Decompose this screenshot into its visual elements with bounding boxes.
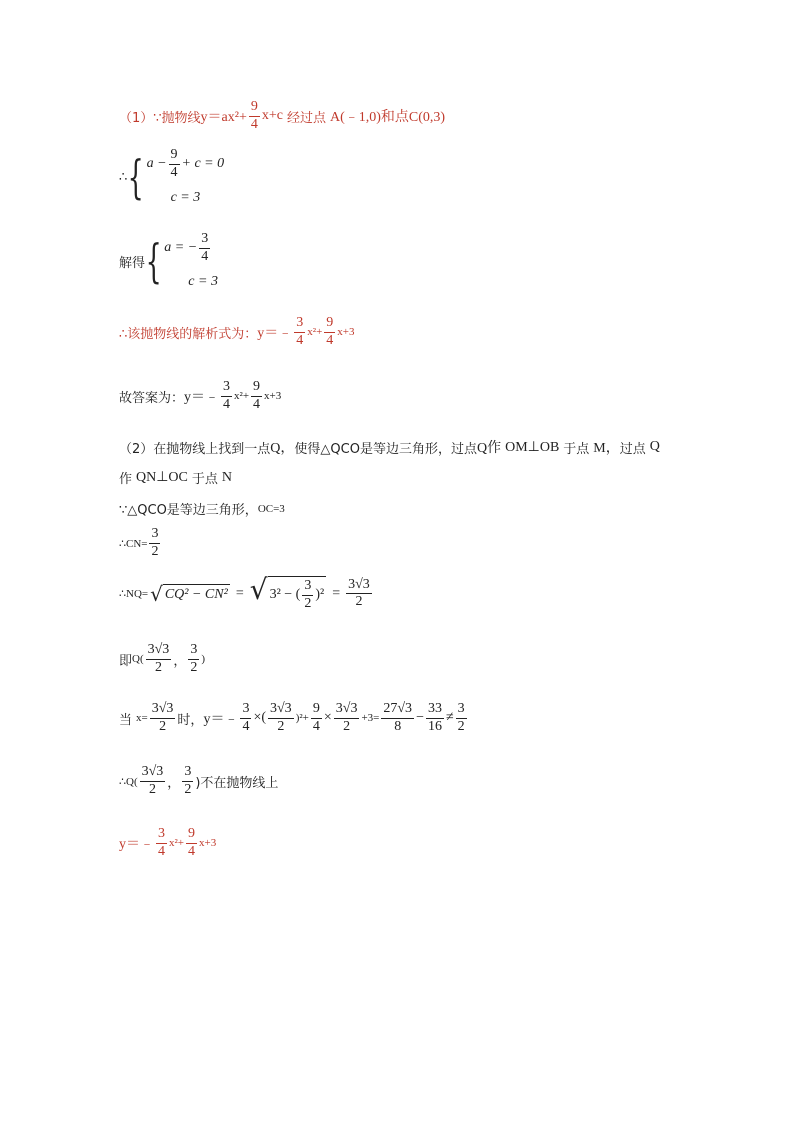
text: y＝﹣ bbox=[203, 712, 239, 728]
expr-pre: y＝﹣ bbox=[119, 837, 154, 853]
system-row-2: c = 3 bbox=[188, 274, 218, 290]
answer-expression bbox=[119, 380, 281, 412]
part1-points: A(﹣1,0)和点C(0,3) bbox=[329, 110, 446, 126]
text: QN⊥OC bbox=[136, 470, 188, 485]
fraction: $\frac{3}{4}$ bbox=[158, 826, 165, 859]
text: +3= bbox=[361, 712, 380, 725]
fraction: $\frac{9}{4}$ bbox=[250, 99, 258, 132]
expr-pre: y＝﹣ bbox=[257, 326, 293, 342]
text: 过点 bbox=[619, 441, 646, 457]
fraction: $\frac{9}{4}$ bbox=[188, 826, 196, 859]
text: M， bbox=[593, 441, 620, 456]
text: Q， bbox=[270, 441, 295, 456]
expr-post: x+3 bbox=[199, 837, 217, 850]
text: OM⊥OB bbox=[505, 439, 560, 455]
text: 当 bbox=[119, 712, 133, 728]
text: )²+ bbox=[295, 712, 309, 725]
result-label: ∴该抛物线的解析式为： bbox=[119, 326, 258, 342]
expr-mid: x²+ bbox=[234, 390, 250, 403]
fraction: $\frac{27√3}{8}$ bbox=[383, 701, 413, 734]
system-row-2: c = 3 bbox=[170, 190, 201, 206]
therefore-symbol: ∴ bbox=[119, 169, 128, 185]
text: = bbox=[332, 585, 341, 601]
cn-value bbox=[119, 527, 162, 559]
q-not-on-parabola bbox=[119, 765, 278, 797]
fraction: $\frac{3}{4}$ bbox=[296, 315, 304, 348]
text: ∴Q( bbox=[119, 775, 138, 788]
text: ， bbox=[167, 775, 181, 791]
substitution-check bbox=[119, 702, 469, 734]
part1-statement bbox=[119, 100, 445, 132]
text: × bbox=[323, 710, 332, 726]
text: ) bbox=[201, 653, 205, 666]
fraction: $\frac{33}{16}$ bbox=[427, 701, 442, 734]
result-expression bbox=[119, 316, 355, 348]
fraction: $\frac{3}{2}$ bbox=[151, 526, 159, 559]
fraction: $\frac{3}{2}$ bbox=[184, 764, 192, 797]
text: ∵△QCO是等边三角形， bbox=[119, 503, 258, 518]
fraction: $\frac{9}{4}$ bbox=[312, 701, 320, 734]
fraction: $\frac{3√3}{2}$ bbox=[141, 764, 164, 797]
text: = bbox=[235, 585, 244, 601]
expr-mid: x²+ bbox=[169, 837, 185, 850]
text: OC=3 bbox=[257, 502, 285, 515]
fraction: $\frac{9}{4}$ bbox=[253, 379, 261, 412]
text: ， bbox=[173, 653, 187, 669]
text: x= bbox=[136, 712, 148, 725]
expr-post: x+3 bbox=[337, 326, 355, 339]
part1-label: （1）∵抛物线 bbox=[119, 110, 201, 126]
part2-statement-line1 bbox=[119, 437, 660, 457]
equation-system-2 bbox=[119, 232, 218, 290]
text: 使得△QCO是等边三角形，过点 bbox=[294, 441, 477, 457]
fraction: $\frac{3√3}{2}$ bbox=[348, 576, 370, 610]
text: Q bbox=[649, 439, 660, 454]
text: 即 bbox=[119, 653, 133, 669]
fraction: $\frac{3√3}{2}$ bbox=[270, 701, 292, 734]
text: Q( bbox=[132, 653, 144, 666]
text: Q作 bbox=[476, 441, 502, 456]
text: 时， bbox=[177, 712, 204, 728]
text: （2）在抛物线上找到一点 bbox=[119, 441, 271, 457]
text: ∴NQ= bbox=[119, 588, 149, 601]
part1-eq-post: x+c bbox=[261, 108, 283, 124]
nq-calculation bbox=[119, 573, 374, 611]
fraction: $\frac{3√3}{2}$ bbox=[335, 701, 358, 734]
fraction: $\frac{9}{4}$ bbox=[326, 315, 334, 348]
part1-tail: 经过点 bbox=[286, 110, 326, 126]
equation-system-1 bbox=[119, 148, 224, 206]
expr-mid: x²+ bbox=[307, 326, 323, 339]
text: N bbox=[221, 469, 233, 485]
expr-pre: y＝﹣ bbox=[184, 390, 220, 406]
text: 于点 bbox=[563, 441, 590, 457]
left-brace: { bbox=[127, 150, 144, 205]
text: )不在抛物线上 bbox=[195, 775, 279, 791]
text: ×( bbox=[253, 710, 266, 726]
fraction: $\frac{3}{2}$ bbox=[190, 642, 198, 675]
text: 于点 bbox=[191, 472, 218, 487]
text: ∴CN= bbox=[119, 537, 148, 550]
square-root: √ CQ² − CN² bbox=[150, 581, 228, 606]
part2-statement-line2 bbox=[119, 468, 232, 487]
system-row-1: a = − $\frac{3}{4}$ bbox=[164, 231, 209, 264]
fraction: $\frac{3}{4}$ bbox=[223, 379, 231, 412]
text: ≠ bbox=[445, 710, 454, 726]
system-row-1: a − $\frac{9}{4}$ + c = 0 bbox=[146, 147, 225, 180]
expr-post: x+3 bbox=[264, 390, 282, 403]
fraction: $\frac{3√3}{2}$ bbox=[151, 701, 174, 734]
answer-label: 故答案为： bbox=[119, 390, 185, 406]
final-expression bbox=[119, 827, 216, 859]
left-brace: { bbox=[145, 234, 162, 289]
text: − bbox=[416, 710, 424, 726]
q-point bbox=[119, 643, 205, 675]
text: 作 bbox=[119, 472, 133, 487]
equilateral-statement bbox=[119, 499, 285, 518]
square-root: √ 3² − ( $\frac{3}{2}$ )² bbox=[249, 573, 325, 611]
fraction: $\frac{3}{4}$ bbox=[242, 701, 250, 734]
fraction: $\frac{3}{2}$ bbox=[457, 701, 465, 734]
solve-label: 解得 bbox=[119, 255, 146, 271]
part1-eq-pre: y＝ax²+ bbox=[200, 110, 247, 126]
fraction: $\frac{3√3}{2}$ bbox=[147, 642, 170, 675]
